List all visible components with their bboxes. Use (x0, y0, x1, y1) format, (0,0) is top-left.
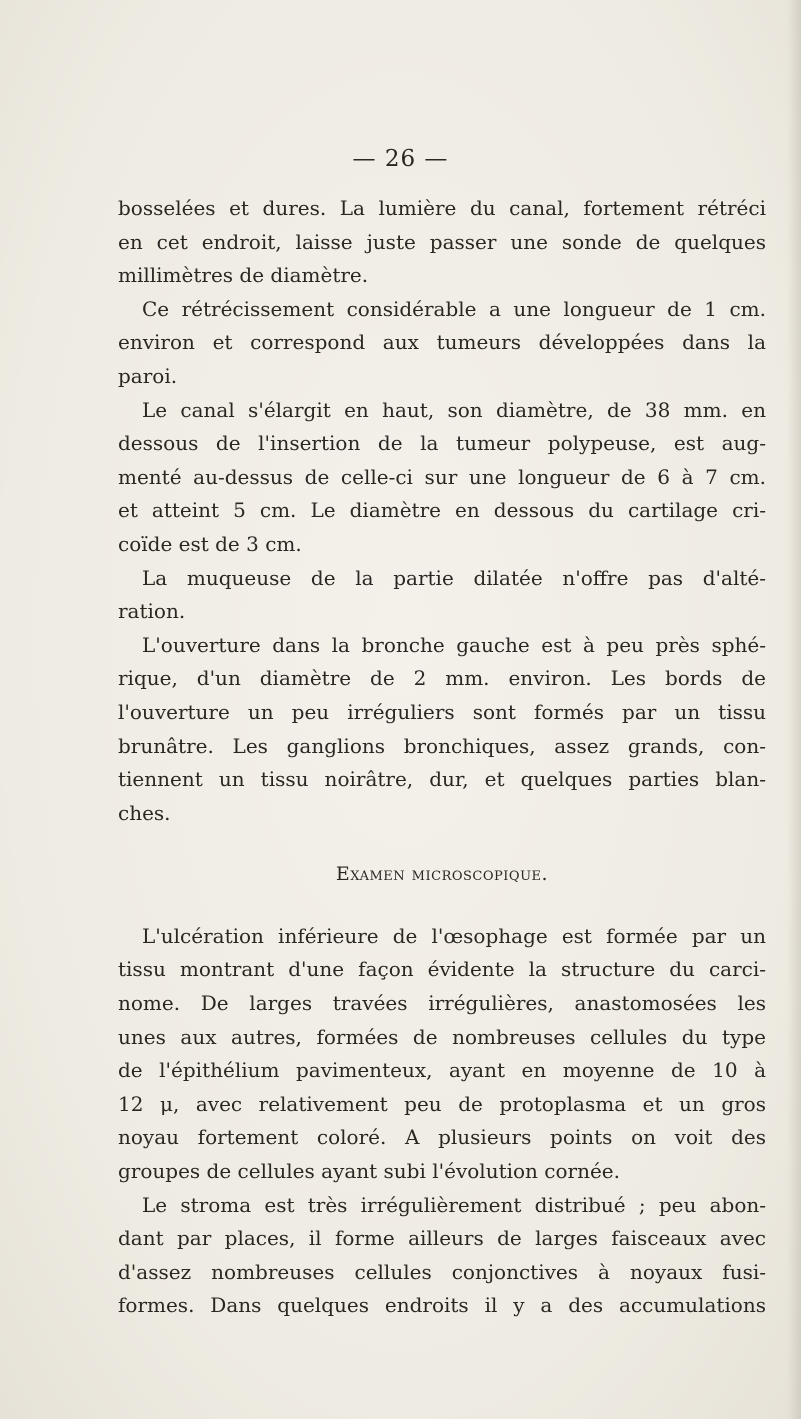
page-number: — 26 — (352, 146, 449, 172)
text-line: dessous de l'insertion de la tumeur polypeuse, est aug- (118, 431, 766, 456)
text-line: ches. (118, 800, 171, 825)
text-line: et atteint 5 cm. Le diamètre en dessous du cartilage cri- (118, 498, 766, 523)
text-line: formes. Dans quelques endroits il y a des accumulations (118, 1293, 766, 1318)
text-line: nome. De larges travées irrégulières, anastomosées les (118, 991, 766, 1016)
text-line: millimètres de diamètre. (118, 263, 369, 288)
text-line: tissu montrant d'une façon évidente la structure du carci- (118, 957, 766, 982)
text-line: brunâtre. Les ganglions bronchiques, assez grands, con- (118, 733, 766, 758)
text-line: d'assez nombreuses cellules conjonctives à noyaux fusi- (118, 1259, 766, 1284)
text-line: Le stroma est très irrégulièrement distribué ; peu abon- (142, 1192, 766, 1217)
page-edge-shadow (787, 0, 801, 1419)
text-line: unes aux autres, formées de nombreuses cellules du type (118, 1024, 766, 1049)
text-line: L'ouverture dans la bronche gauche est à peu près sphé- (142, 632, 766, 657)
text-line: bosselées et dures. La lumière du canal, fortement rétréci (118, 196, 766, 220)
text-line: tiennent un tissu noirâtre, dur, et quelques parties blan- (118, 767, 766, 792)
section-heading: Examen microscopique. (335, 863, 549, 886)
text-line: paroi. (118, 363, 178, 388)
text-line: coïde est de 3 cm. (118, 531, 302, 556)
text-line: dant par places, il forme ailleurs de larges faisceaux avec (118, 1226, 766, 1251)
text-line: noyau fortement coloré. A plusieurs points on voit des (118, 1125, 766, 1150)
text-line: Le canal s'élargit en haut, son diamètre, de 38 mm. en (142, 397, 766, 422)
text-line: environ et correspond aux tumeurs développées dans la (118, 330, 766, 355)
text-line: de l'épithélium pavimenteux, ayant en moyenne de 10 à (118, 1058, 766, 1083)
text-line: La muqueuse de la partie dilatée n'offre pas d'alté- (142, 565, 766, 590)
text-line: L'ulcération inférieure de l'œsophage est formée par un (142, 923, 766, 948)
text-line: ration. (118, 599, 186, 624)
text-line: 12 μ, avec relativement peu de protoplasma et un gros (118, 1091, 766, 1116)
text-line: groupes de cellules ayant subi l'évolution cornée. (118, 1159, 621, 1184)
body-text (118, 192, 766, 1323)
text-line: rique, d'un diamètre de 2 mm. environ. Les bords de (118, 666, 766, 691)
text-line: l'ouverture un peu irréguliers sont formés par un tissu (118, 699, 766, 724)
text-line: en cet endroit, laisse juste passer une sonde de quelques (118, 229, 766, 254)
text-line: Ce rétrécissement considérable a une longueur de 1 cm. (142, 296, 766, 321)
text-line: menté au-dessus de celle-ci sur une longueur de 6 à 7 cm. (118, 464, 766, 489)
